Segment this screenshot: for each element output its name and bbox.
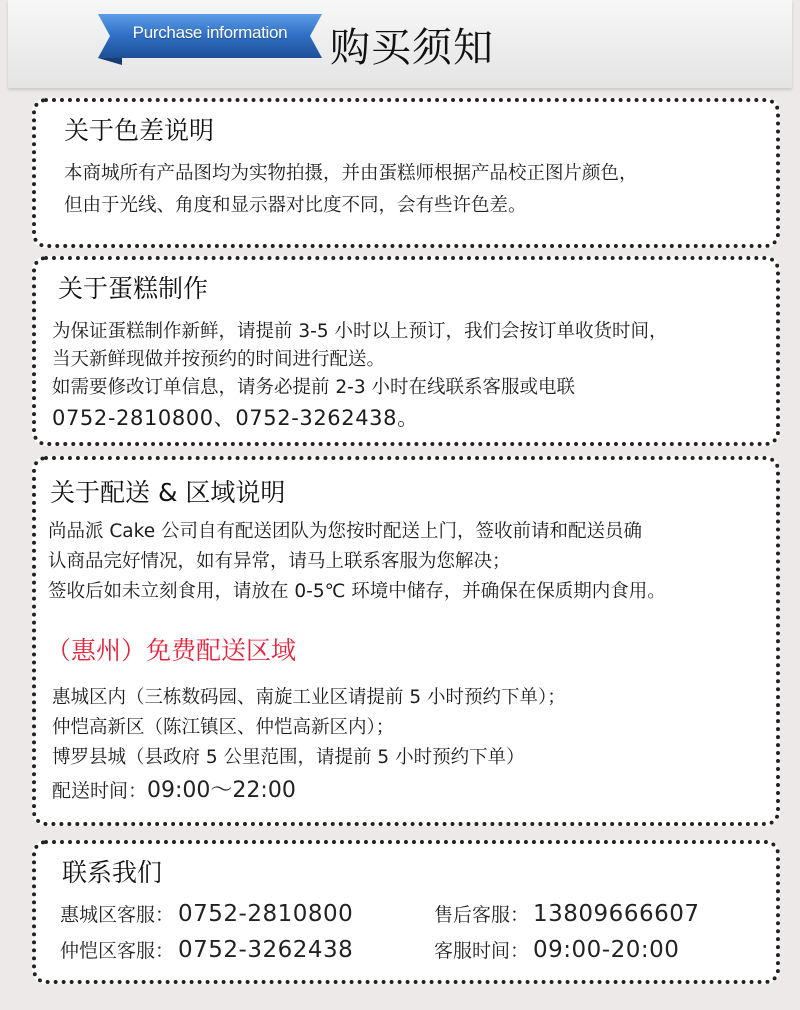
page-title: 购买须知 [330, 25, 494, 71]
contact-label: 仲恺区客服： [60, 940, 175, 962]
section-title: 联系我们 [62, 858, 163, 887]
text-line: 当天新鲜现做并按预约的时间进行配送。 [52, 349, 386, 370]
text-line: 为保证蛋糕制作新鲜，请提前 3-5 小时以上预订，我们会按订单收货时间， [52, 321, 668, 342]
contact-label: 售后客服： [434, 904, 530, 926]
text-line: 签收后如未立刻食用，请放在 0-5℃ 环境中储存，并确保在保质期内食用。 [48, 581, 666, 602]
contact-label: 客服时间： [434, 940, 530, 962]
phone-link[interactable]: 13809666607 [533, 901, 700, 927]
phone-link[interactable]: 0752-2810800 [178, 901, 354, 927]
text-line: 认商品完好情况，如有异常，请马上联系客服为您解决； [48, 551, 511, 572]
aftersale-service [434, 898, 699, 932]
contact-card [32, 840, 780, 984]
free-delivery-region-title: （惠州）免费配送区域 [46, 636, 297, 665]
section-title: 关于色差说明 [64, 116, 215, 145]
hours-value: 09:00-20:00 [533, 937, 680, 963]
region-item: 仲恺高新区（陈江镇区、仲恺高新区内）； [52, 717, 395, 738]
section-title: 关于蛋糕制作 [58, 274, 209, 303]
service-hours [434, 934, 679, 968]
zhongkai-service [60, 934, 353, 968]
section-title: 关于配送 & 区域说明 [50, 478, 286, 507]
delivery-region-card [32, 456, 780, 826]
color-difference-card [32, 98, 780, 248]
badge-text: Purchase information [132, 23, 288, 42]
text-line: 本商城所有产品图均为实物拍摄，并由蛋糕师根据产品校正图片颜色， [64, 163, 638, 184]
text-line: 尚品派 Cake 公司自有配送团队为您按时配送上门，签收前请和配送员确 [48, 521, 642, 542]
delivery-time-label: 配送时间： [52, 780, 148, 802]
contact-label: 惠城区客服： [60, 904, 175, 926]
purchase-info-badge [94, 8, 326, 66]
huicheng-service [60, 898, 353, 932]
text-line: 如需要修改订单信息，请务必提前 2-3 小时在线联系客服或电联 [52, 377, 575, 398]
delivery-time-value: 09:00～22:00 [147, 778, 296, 803]
delivery-time [52, 776, 296, 806]
phone-link[interactable]: 0752-3262438 [178, 937, 354, 963]
phone-numbers: 0752-2810800、0752-3262438。 [52, 406, 419, 430]
header-bar [8, 0, 792, 88]
cake-making-card [32, 256, 780, 446]
region-item: 惠城区内（三栋数码园、南旋工业区请提前 5 小时预约下单）； [52, 687, 566, 708]
region-item: 博罗县城（县政府 5 公里范围，请提前 5 小时预约下单） [52, 747, 525, 768]
text-line: 但由于光线、角度和显示器对比度不同，会有些许色差。 [64, 195, 527, 216]
